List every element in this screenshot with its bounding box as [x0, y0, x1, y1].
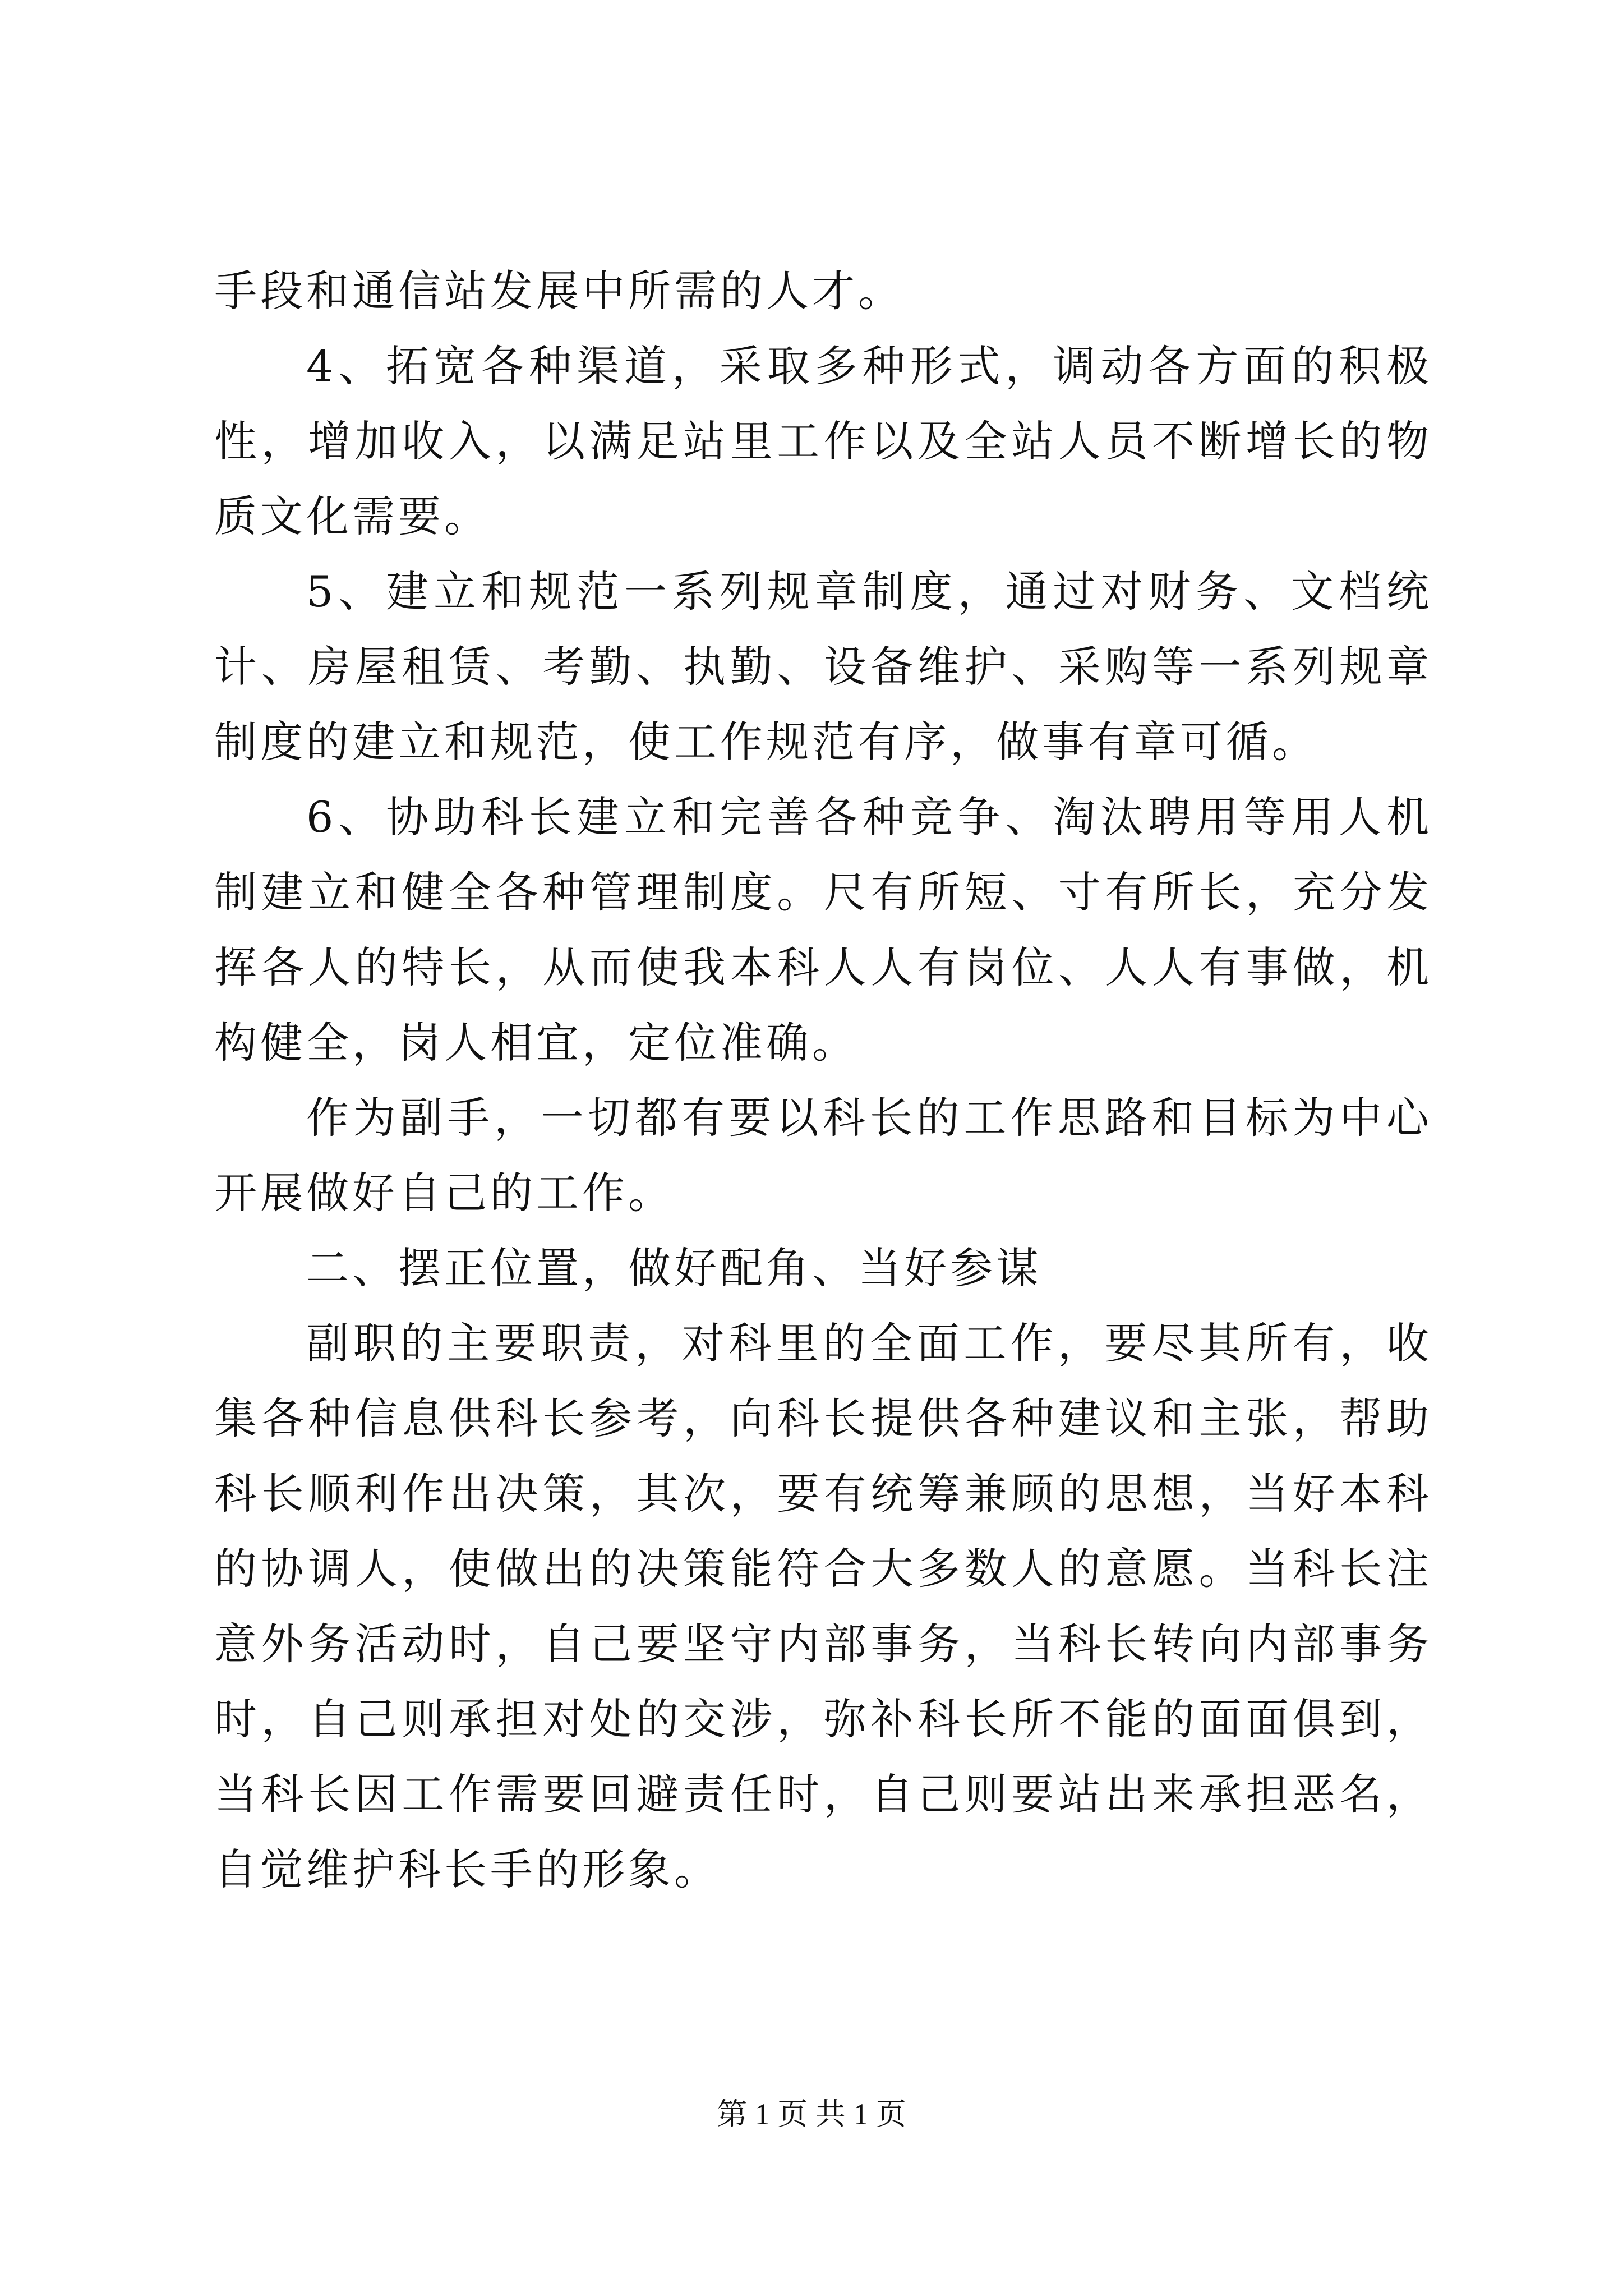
paragraph-deputy-role: 作为副手，一切都有要以科长的工作思路和目标为中心开展做好自己的工作。 [214, 1093, 1432, 1218]
document-body [214, 254, 1432, 1907]
paragraph-continuation: 手段和通信站发展中所需的人才。 [214, 266, 904, 316]
paragraph-item-5: 5、建立和规范一系列规章制度，通过对财务、文档统计、房屋租赁、考勤、执勤、设备维护、采购等一系列规章制度的建立和规范，使工作规范有序，做事有章可循。 [214, 567, 1432, 767]
paragraph-item-6: 6、协助科长建立和完善各种竞争、淘汰聘用等用人机制建立和健全各种管理制度。尺有所短、寸有所长，充分发挥各人的特长，从而使我本科人人有岗位、人人有事做，机构健全，岗人相宜，定位准确。 [214, 792, 1432, 1068]
paragraph-deputy-duties: 副职的主要职责，对科里的全面工作，要尽其所有，收集各种信息供科长参考，向科长提供各种建议和主张，帮助科长顺利作出决策，其次，要有统筹兼顾的思想，当好本科的协调人，使做出的决策能符合大多数人的意愿。当科长注意外务活动时，自己要坚守内部事务，当科长转向内部事务时，自己则承担对处的交涉，弥补科长所不能的面面俱到，当科长因工作需要回避责任时，自己则要站出来承担恶名，自觉维护科长手的形象。 [214, 1318, 1432, 1894]
page-footer: 第 1 页 共 1 页 [717, 2097, 906, 2131]
paragraph-item-4: 4、拓宽各种渠道，采取多种形式，调动各方面的积极性，增加收入，以满足站里工作以及全站人员不断增长的物质文化需要。 [214, 341, 1432, 541]
section-heading-2: 二、摆正位置，做好配角、当好参谋 [306, 1243, 1042, 1293]
